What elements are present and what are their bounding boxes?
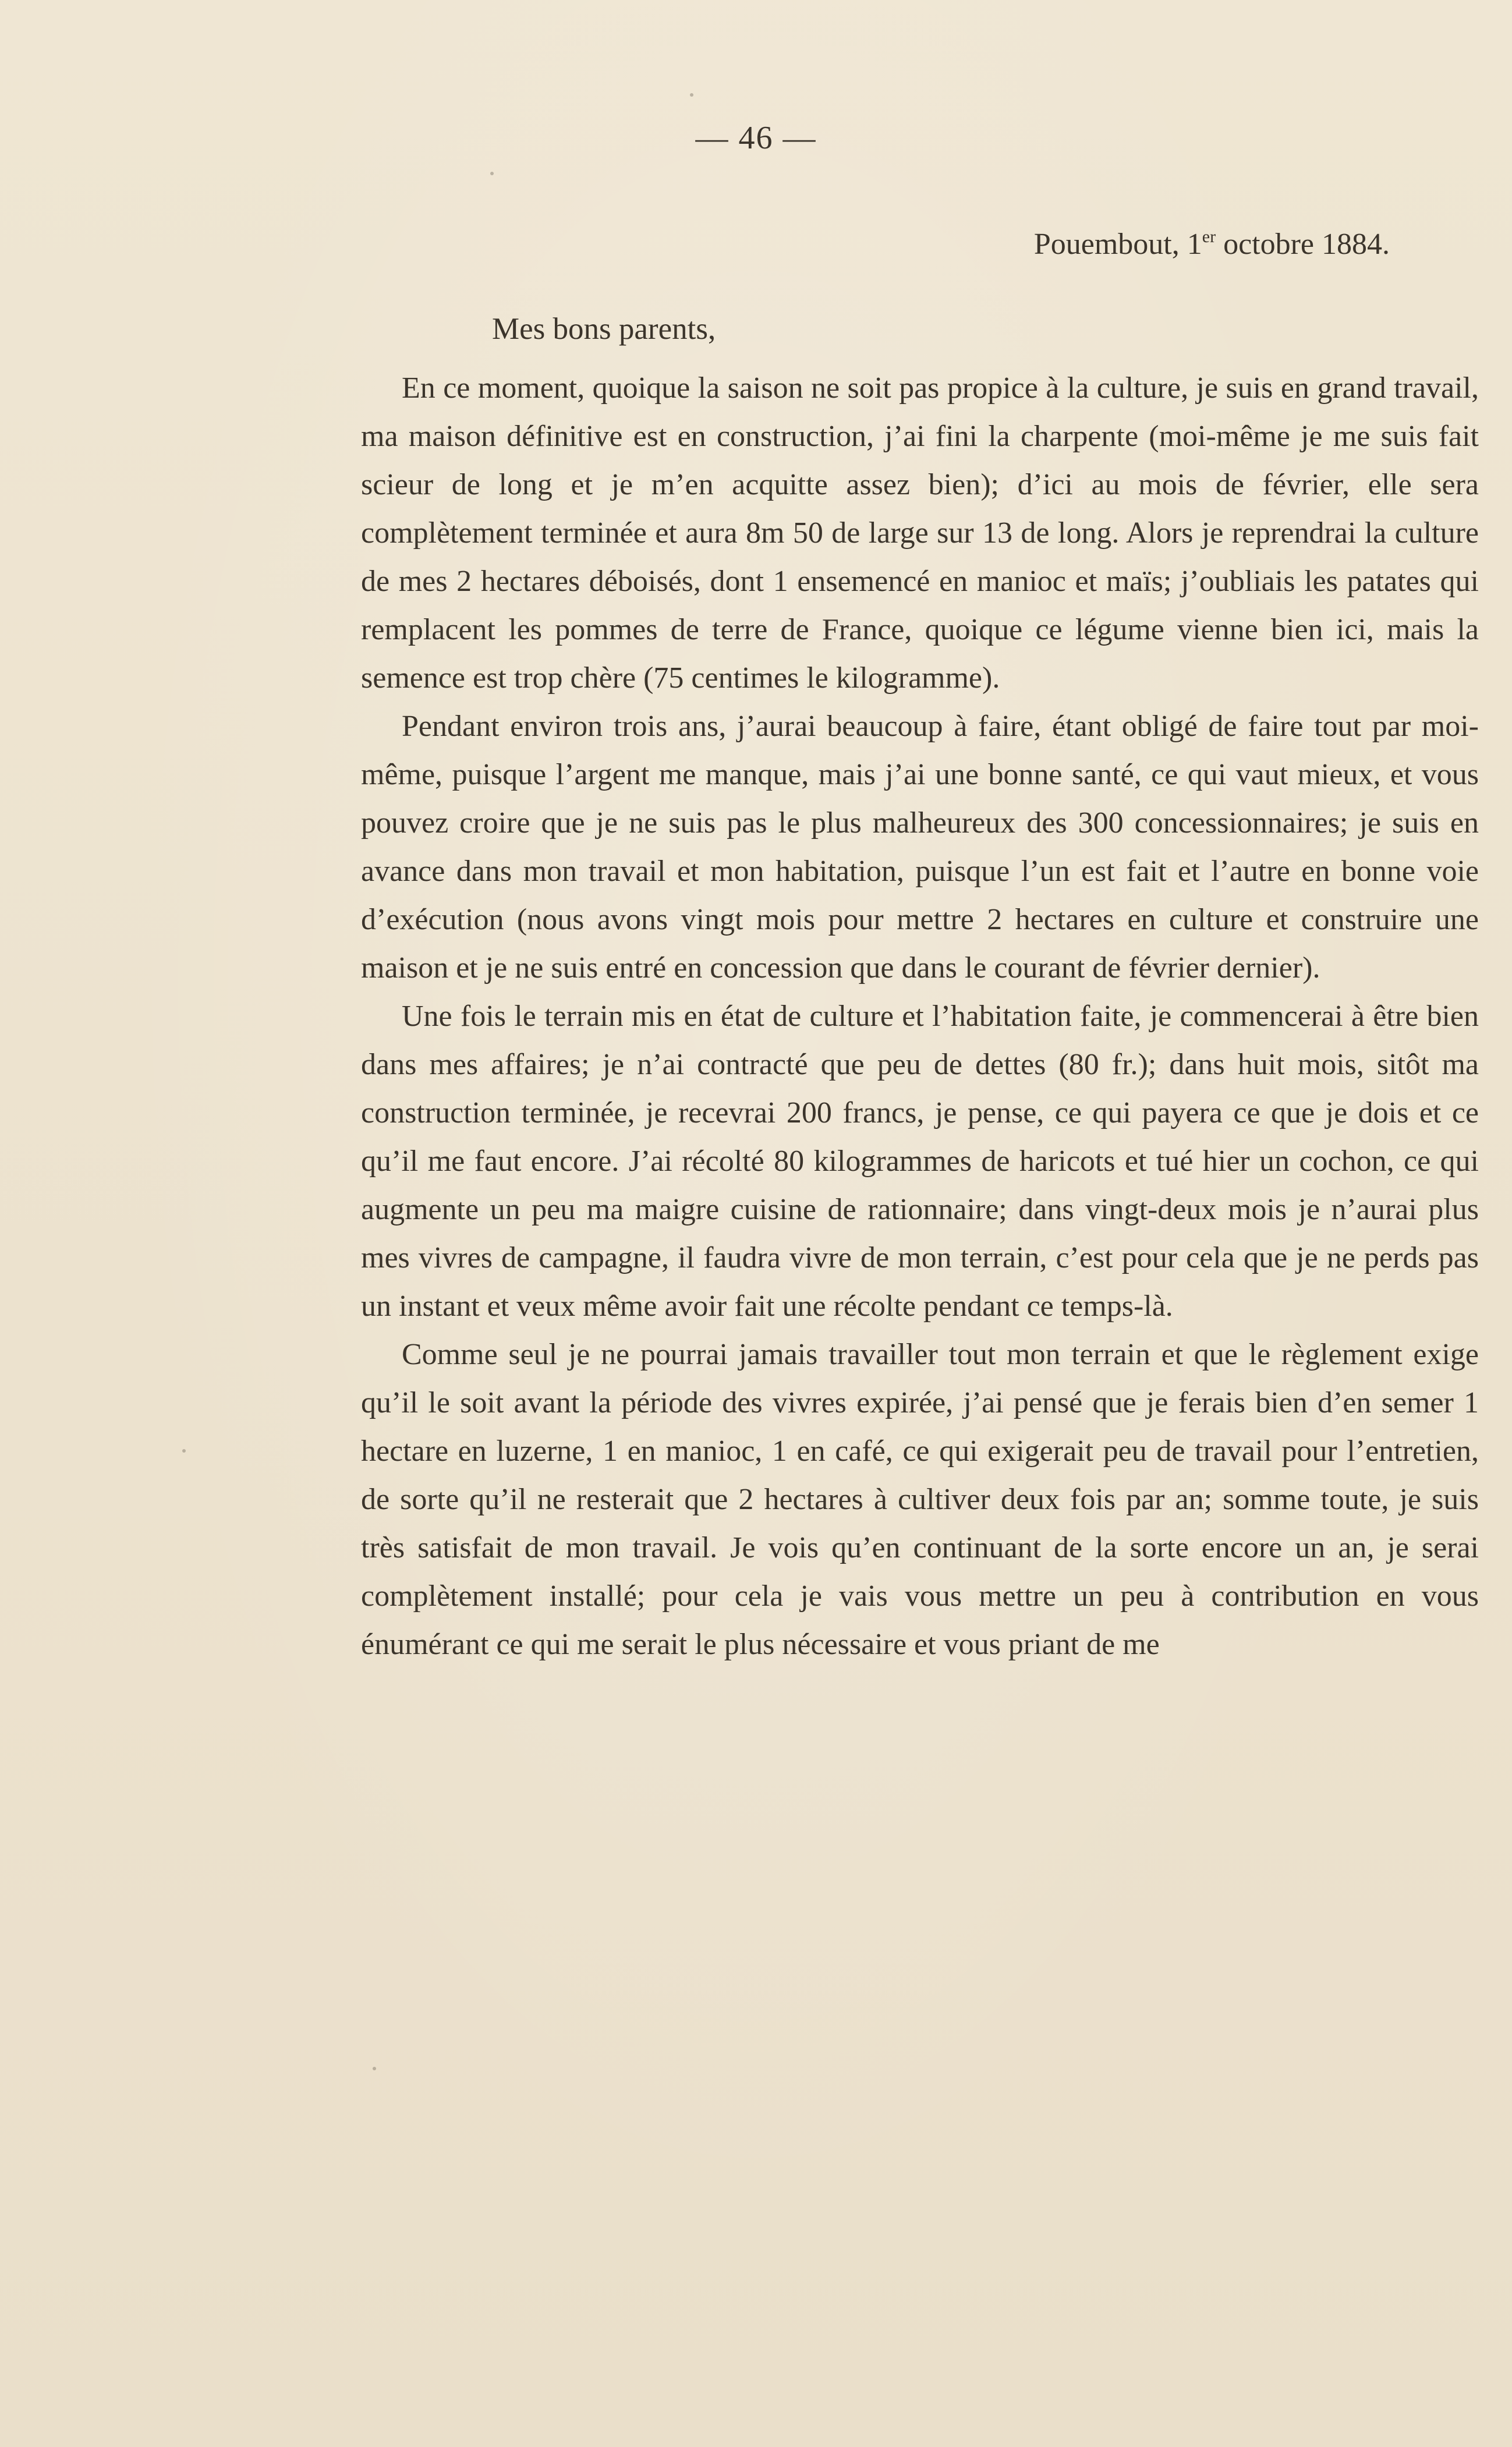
dateline-ordinal: er (1202, 226, 1216, 246)
letter-body (361, 364, 1479, 1669)
dateline-place: Pouembout, 1 (1033, 228, 1202, 261)
paper-speck (182, 1449, 186, 1453)
paragraph: En ce moment, quoique la saison ne soit pas propice à la culture, je suis en grand travail, ma maison définitive est en construction, j’ai fini la charpente (moi-même je me suis fait scieur de long et je m’en acquitte assez bien); d’ici au mois de février, elle sera complètement terminée et aura 8m 50 de large sur 13 de long. Alors je reprendrai la culture de mes 2 hectares déboisés, dont 1 ensemencé en manioc et maïs; j’oubliais les patates qui remplacent les pommes de terre de France, quoique ce légume vienne bien ici, mais la semence est trop chère (75 centimes le kilogramme). (361, 371, 1479, 695)
paper-speck (690, 93, 693, 97)
paragraph: Pendant environ trois ans, j’aurai beaucoup à faire, étant obligé de faire tout par moi-même, puisque l’argent me manque, mais j’ai une bonne santé, ce qui vaut mieux, et vous pouvez croire que je ne suis pas le plus malheureux des 300 concessionnaires; je suis en avance dans mon travail et mon habitation, puisque l’un est fait et l’autre en bonne voie d’exécution (nous avons vingt mois pour mettre 2 hectares en culture et construire une maison et je ne suis entré en concession que dans le courant de février dernier). (361, 710, 1479, 985)
paragraph: Une fois le terrain mis en état de culture et l’habitation faite, je commencerai à être bien dans mes affaires; je n’ai contracté que peu de dettes (80 fr.); dans huit mois, sitôt ma construction terminée, je recevrai 200 francs, je pense, ce qui payera ce que je dois et ce qu’il me faut encore. J’ai récolté 80 kilogrammes de haricots et tué hier un cochon, ce qui augmente un peu ma maigre cuisine de rationnaire; dans vingt-deux mois je n’aurai plus mes vivres de campagne, il faudra vivre de mon terrain, c’est pour cela que je ne perds pas un instant et veux même avoir fait une récolte pendant ce temps-là. (361, 1000, 1479, 1323)
paper-speck (490, 172, 494, 175)
dateline-date: octobre 1884. (1216, 228, 1390, 261)
paragraph: Comme seul je ne pourrai jamais travailler tout mon terrain et que le règlement exige qu’il le soit avant la période des vivres expirée, j’ai pensé que je ferais bien d’en semer 1 hectare en luzerne, 1 en manioc, 1 en café, ce qui exigerait peu de travail pour l’entretien, de sorte qu’il ne resterait que 2 hectares à cultiver deux fois par an; somme toute, je suis très satisfait de mon travail. Je vois qu’en continuant de la sorte encore un an, je serai complètement installé; pour cela je vais vous mettre un peu à contribution en vous énumérant ce qui me serait le plus nécessaire et vous priant de me (361, 1338, 1479, 1661)
page-number: — 46 — (695, 120, 817, 156)
paper-speck (373, 2067, 376, 2070)
dateline (1034, 227, 1390, 261)
salutation: Mes bons parents, (492, 312, 716, 346)
